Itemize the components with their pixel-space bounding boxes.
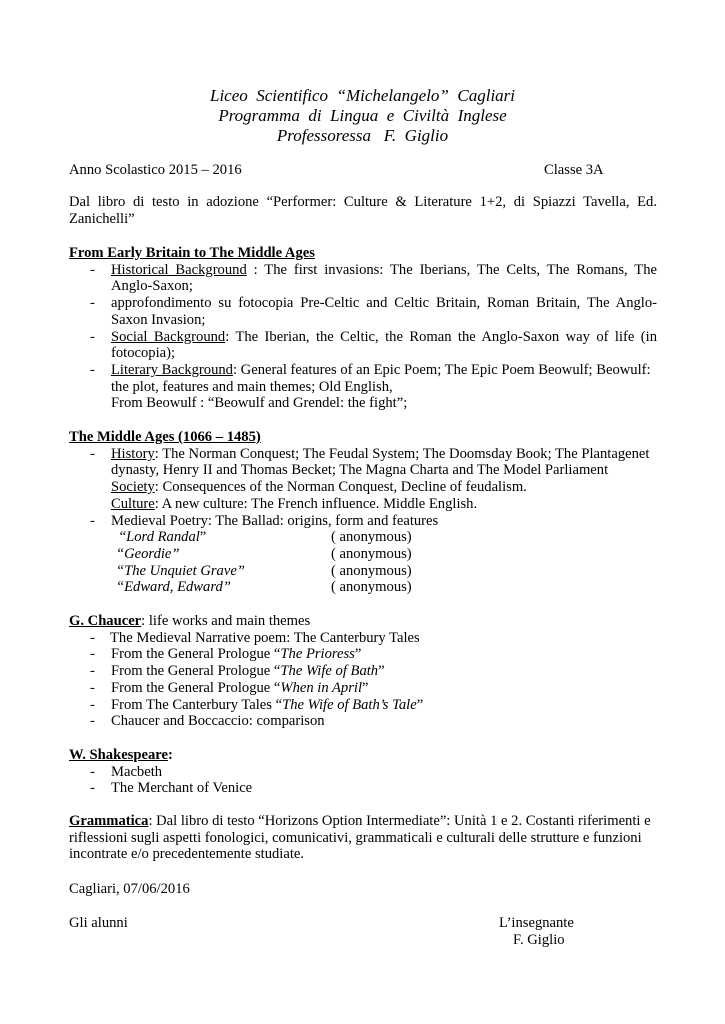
school-year: Anno Scolastico 2015 – 2016 <box>69 162 242 178</box>
section-early-britain <box>69 245 657 412</box>
dash-bullet: - <box>90 328 95 345</box>
class-label: Classe 3A <box>544 162 604 178</box>
list-item: - Social Background: The Iberian, the Celtic, the Roman the Anglo-Saxon way of life (in fotocopia); <box>90 328 657 362</box>
section-middle-ages <box>69 429 657 596</box>
ballad-author: ( anonymous) <box>331 545 412 562</box>
section-title: From Early Britain to The Middle Ages <box>69 245 315 261</box>
ballad-author: ( anonymous) <box>331 579 412 596</box>
dash-bullet: - <box>90 512 95 529</box>
item-label: Society <box>111 479 155 496</box>
grammar-paragraph: Grammatica: Dal libro di testo “Horizons Option Intermediate”: Unità 1 e 2. Costanti riferimenti e riflessioni sugli aspetti fonologici, comunicativi, grammaticali e culturali delle strutture e funzioni incontrate e/o precedentemente studiate. <box>69 813 651 863</box>
textbook-intro: Dal libro di testo in adozione “Performer: Culture & Literature 1+2, di Spiazzi Tavella, Ed. Zanichelli” <box>69 194 657 227</box>
ballad-author: ( anonymous) <box>331 529 412 546</box>
dash-bullet: - <box>90 763 95 780</box>
dash-bullet: - <box>90 646 95 663</box>
item-label: Literary Background <box>111 361 233 378</box>
document-header <box>0 86 725 146</box>
students-label: Gli alunni <box>69 915 128 931</box>
section-title-row: G. Chaucer: life works and main themes <box>69 613 311 629</box>
ballad-row <box>69 579 657 596</box>
item-label: History <box>111 445 155 462</box>
grammar-title: Grammatica <box>69 813 149 829</box>
ballad-title: Lord Randal <box>126 529 200 546</box>
list-item: - From the General Prologue “The Wife of Bath” <box>90 663 385 680</box>
list-item: - Chaucer and Boccaccio: comparison <box>90 713 325 730</box>
teacher-title: Professoressa F. Giglio <box>276 126 449 145</box>
teacher-label: L’insegnante <box>499 915 574 931</box>
section-title: The Middle Ages (1066 – 1485) <box>69 429 261 445</box>
year-row <box>69 162 657 179</box>
section-chaucer <box>69 613 657 730</box>
item-label: Social Background <box>111 328 226 345</box>
section-shakespeare <box>69 747 657 797</box>
list-item: - Historical Background : The first invasions: The Iberians, The Celts, The Romans, The Anglo-Saxon; <box>90 261 657 295</box>
section-title: G. Chaucer <box>69 613 142 629</box>
list-item: - From the General Prologue “The Prioress” <box>90 646 362 663</box>
ballad-row <box>69 546 657 563</box>
teacher-signature-name: F. Giglio <box>513 932 565 948</box>
item-label: Culture <box>111 495 155 512</box>
ballad-row <box>69 563 657 580</box>
dash-bullet: - <box>90 445 95 462</box>
list-item: - approfondimento su fotocopia Pre-Celtic and Celtic Britain, Roman Britain, The Anglo-Saxon Invasion; <box>90 295 657 328</box>
beowulf-excerpt: From Beowulf : “Beowulf and Grendel: the fight”; <box>111 395 408 412</box>
ballad-author: ( anonymous) <box>331 562 412 579</box>
list-item: - The Medieval Narrative poem: The Canterbury Tales <box>90 629 420 646</box>
dash-bullet: - <box>90 663 95 680</box>
ballad-title: “Geordie” <box>116 545 180 562</box>
section-title-row: W. Shakespeare: <box>69 747 173 763</box>
dash-bullet: - <box>90 261 95 278</box>
dash-bullet: - <box>90 679 95 696</box>
dash-bullet: - <box>90 780 95 797</box>
list-item: - Literary Background: General features of an Epic Poem; The Epic Poem Beowulf; Beowulf: the plot, features and main themes; Old English, <box>90 361 651 395</box>
date-line: Cagliari, 07/06/2016 <box>69 881 190 897</box>
list-item: - The Merchant of Venice <box>90 780 253 797</box>
ballad-row: “Lord Randal” ( anonymous) <box>119 529 412 546</box>
section-title: W. Shakespeare <box>69 747 168 763</box>
program-title: Programma di Lingua e Civiltà Inglese <box>218 106 507 125</box>
dash-bullet: - <box>90 713 95 730</box>
school-name: Liceo Scientifico “Michelangelo” Cagliari <box>209 86 516 105</box>
item-label: Historical Background <box>111 261 247 278</box>
list-item: - Medieval Poetry: The Ballad: origins, form and features <box>90 512 439 529</box>
dash-bullet: - <box>90 295 95 312</box>
dash-bullet: - <box>90 361 95 378</box>
list-item: - From The Canterbury Tales “The Wife of Bath’s Tale” <box>90 696 424 713</box>
list-item: - Macbeth <box>90 763 163 780</box>
dash-bullet: - <box>90 696 95 713</box>
ballad-title: “Edward, Edward” <box>116 579 231 596</box>
dash-bullet: - <box>90 629 95 646</box>
ballad-title: “The Unquiet Grave” <box>116 562 245 579</box>
list-item: - History: The Norman Conquest; The Feudal System; The Doomsday Book; The Plantagenet dynasty, Henry II and Thomas Becket; The Magna Charta and The Model Parliament Society: Consequences of the Norman Conquest, Decline of feudalism. Culture: A new culture: The French influence. Middle English. <box>90 445 650 512</box>
list-item: - From the General Prologue “When in April” <box>90 679 369 696</box>
